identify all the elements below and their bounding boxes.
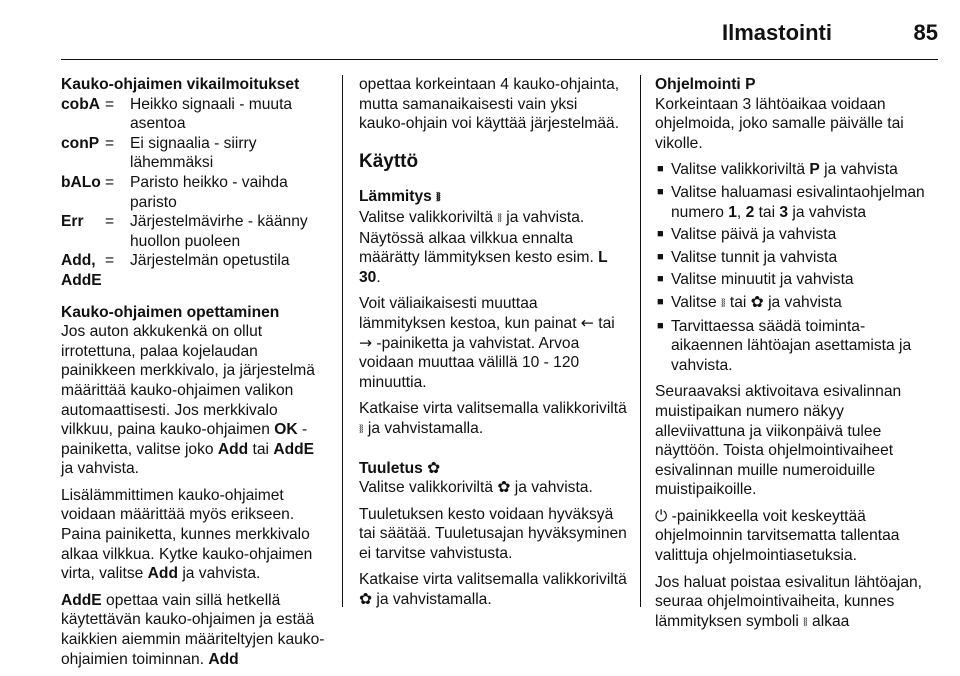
fan-icon: ✿	[427, 458, 441, 477]
arrow-left-icon: ←	[580, 313, 594, 332]
list-item: ■ Valitse valikkoriviltä P ja vahvista	[655, 160, 927, 180]
error-code-row	[61, 95, 327, 134]
error-description: Ei signaalia - siirry lähemmäksi	[130, 134, 257, 172]
error-code: conP	[61, 134, 100, 152]
equals-sign: =	[105, 213, 115, 231]
equals-sign: =	[105, 252, 115, 270]
heating-paragraph-3: Katkaise virta valitsemalla valikkoriviltä ⧚ ja vahvistamalla.	[359, 399, 627, 439]
page-number: 85	[913, 20, 938, 45]
error-code: bALo	[61, 173, 101, 191]
error-description: Järjestelmän opetustila	[130, 252, 290, 270]
equals-sign: =	[105, 134, 115, 152]
arrow-right-icon: →	[359, 333, 373, 352]
header-divider	[61, 59, 938, 60]
fan-icon: ✿	[359, 590, 373, 609]
heating-icon: ⧚	[720, 295, 726, 311]
column-divider-1	[342, 75, 343, 607]
error-code-list	[61, 95, 327, 291]
heating-icon: ⧚	[497, 210, 502, 226]
error-description: Järjestelmävirhe - käänny huollon puoleen	[130, 213, 308, 250]
power-icon: ⏻	[655, 506, 668, 525]
error-messages-heading: Kauko-ohjaimen vikailmoitukset	[61, 76, 300, 93]
programming-paragraph-1: Seuraavaksi aktivoitava esivalinnan muistipaikan numero näkyy alleviivattuna ja viikonpäivä tulee näyttöön. Toista ohjelmointivaiheet esivalinnan muille numeroiduille muistipaikoille.	[655, 383, 902, 499]
ventilation-heading: Tuuletus ✿	[359, 458, 441, 477]
heating-icon: ⧚	[803, 614, 808, 630]
chapter-title: Ilmastointi	[721, 20, 832, 45]
ventilation-paragraph-1: Valitse valikkoriviltä ✿ ja vahvista.	[359, 478, 593, 497]
error-description: Heikko signaali - muuta asentoa	[130, 95, 293, 133]
column-2	[359, 75, 627, 617]
operation-section-title: Käyttö	[359, 150, 419, 172]
heating-icon: ⧚	[359, 421, 364, 437]
fan-icon: ✿	[497, 478, 511, 497]
error-code-row	[61, 134, 327, 173]
error-code-row	[61, 251, 327, 290]
programming-paragraph-2: ⏻ -painikkeella voit keskeyttää ohjelmoinnin tarvitsematta tallentaa valittuja ohjelmointiasetuksia.	[655, 506, 900, 565]
column-divider-2	[640, 75, 641, 607]
error-code-row	[61, 212, 327, 251]
list-item: ■ Valitse haluamasi esivalintaohjelman numero 1, 2 tai 3 ja vahvista	[655, 183, 927, 222]
list-item: ■ Valitse ⧚ tai ✿ ja vahvista	[655, 293, 927, 314]
ventilation-paragraph-2: Tuuletuksen kesto voidaan hyväksyä tai säätää. Tuuletusajan hyväksyminen ei tarvitse vahvistusta.	[359, 505, 627, 562]
equals-sign: =	[105, 173, 115, 191]
pairing-paragraph-1: Jos auton akkukenkä on ollut irrotettuna, palaa kojelaudan painikkeen merkkivalo, ja järjestelmä määrittää kauko-ohjaimen valikon automaattisesti. Jos merkkivalo vilkkuu, paina kauko-ohjaimen OK -painiketta, valitse joko Add tai AddE ja vahvista.	[61, 323, 315, 478]
heating-paragraph-2: Voit väliaikaisesti muuttaa lämmityksen kestoa, kun painat ← tai → -painiketta ja vahvistat. Arvoa voidaan muuttaa välillä 10 - 120 minuuttia.	[359, 295, 615, 391]
list-item: ■ Valitse päivä ja vahvista	[655, 225, 927, 245]
list-item: ■ Tarvittaessa säädä toiminta-aikaennen lähtöajan asettamista ja vahvista.	[655, 317, 927, 376]
pairing-paragraph-2: Lisälämmittimen kauko-ohjaimet voidaan määrittää myös erikseen. Paina painiketta, kunnes merkkivalo alkaa vilkkua. Kytke kauko-ohjaimen virta, valitse Add ja vahvista.	[61, 486, 313, 583]
heating-paragraph-1: Valitse valikkoriviltä ⧚ ja vahvista. Näytössä alkaa vilkkua ennalta määrätty lämmityksen kesto esim. L 30.	[359, 208, 608, 286]
remote-pairing-heading: Kauko-ohjaimen opettaminen	[61, 303, 280, 321]
error-code: Add, AddE	[61, 252, 102, 289]
error-code-row	[61, 173, 327, 212]
pairing-continued: opettaa korkeintaan 4 kauko-ohjainta, mutta samanaikaisesti vain yksi kauko-ohjain voi käyttää järjestelmää.	[359, 76, 620, 133]
programming-steps	[655, 160, 927, 375]
programming-paragraph-3: Jos haluat poistaa esivalitun lähtöajan, seuraa ohjelmointivaiheita, kunnes lämmityksen symboli ⧚ alkaa	[655, 573, 927, 633]
heating-heading: Lämmitys ⧚	[359, 187, 627, 208]
fan-icon: ✿	[750, 292, 764, 311]
pairing-paragraph-3: AddE opettaa vain sillä hetkellä käytettävän kauko-ohjaimen ja estää kaikkien aiemmin määriteltyjen kauko-ohjaimien toiminnan. Add	[61, 591, 325, 668]
programming-heading: Ohjelmointi P	[655, 76, 756, 93]
list-item: ■ Valitse tunnit ja vahvista	[655, 248, 927, 268]
list-item: ■ Valitse minuutit ja vahvista	[655, 270, 927, 290]
column-3	[655, 75, 927, 639]
programming-intro: Korkeintaan 3 lähtöaikaa voidaan ohjelmoida, joko samalle päivälle tai vikolle.	[655, 95, 904, 152]
error-description: Paristo heikko - vaihda paristo	[130, 173, 288, 211]
error-code: cobA	[61, 95, 100, 113]
heating-icon: ⧚	[436, 190, 441, 206]
ventilation-paragraph-3: Katkaise virta valitsemalla valikkoriviltä ✿ ja vahvistamalla.	[359, 571, 627, 609]
column-1	[61, 75, 327, 676]
equals-sign: =	[105, 95, 115, 113]
error-code: Err	[61, 213, 84, 231]
